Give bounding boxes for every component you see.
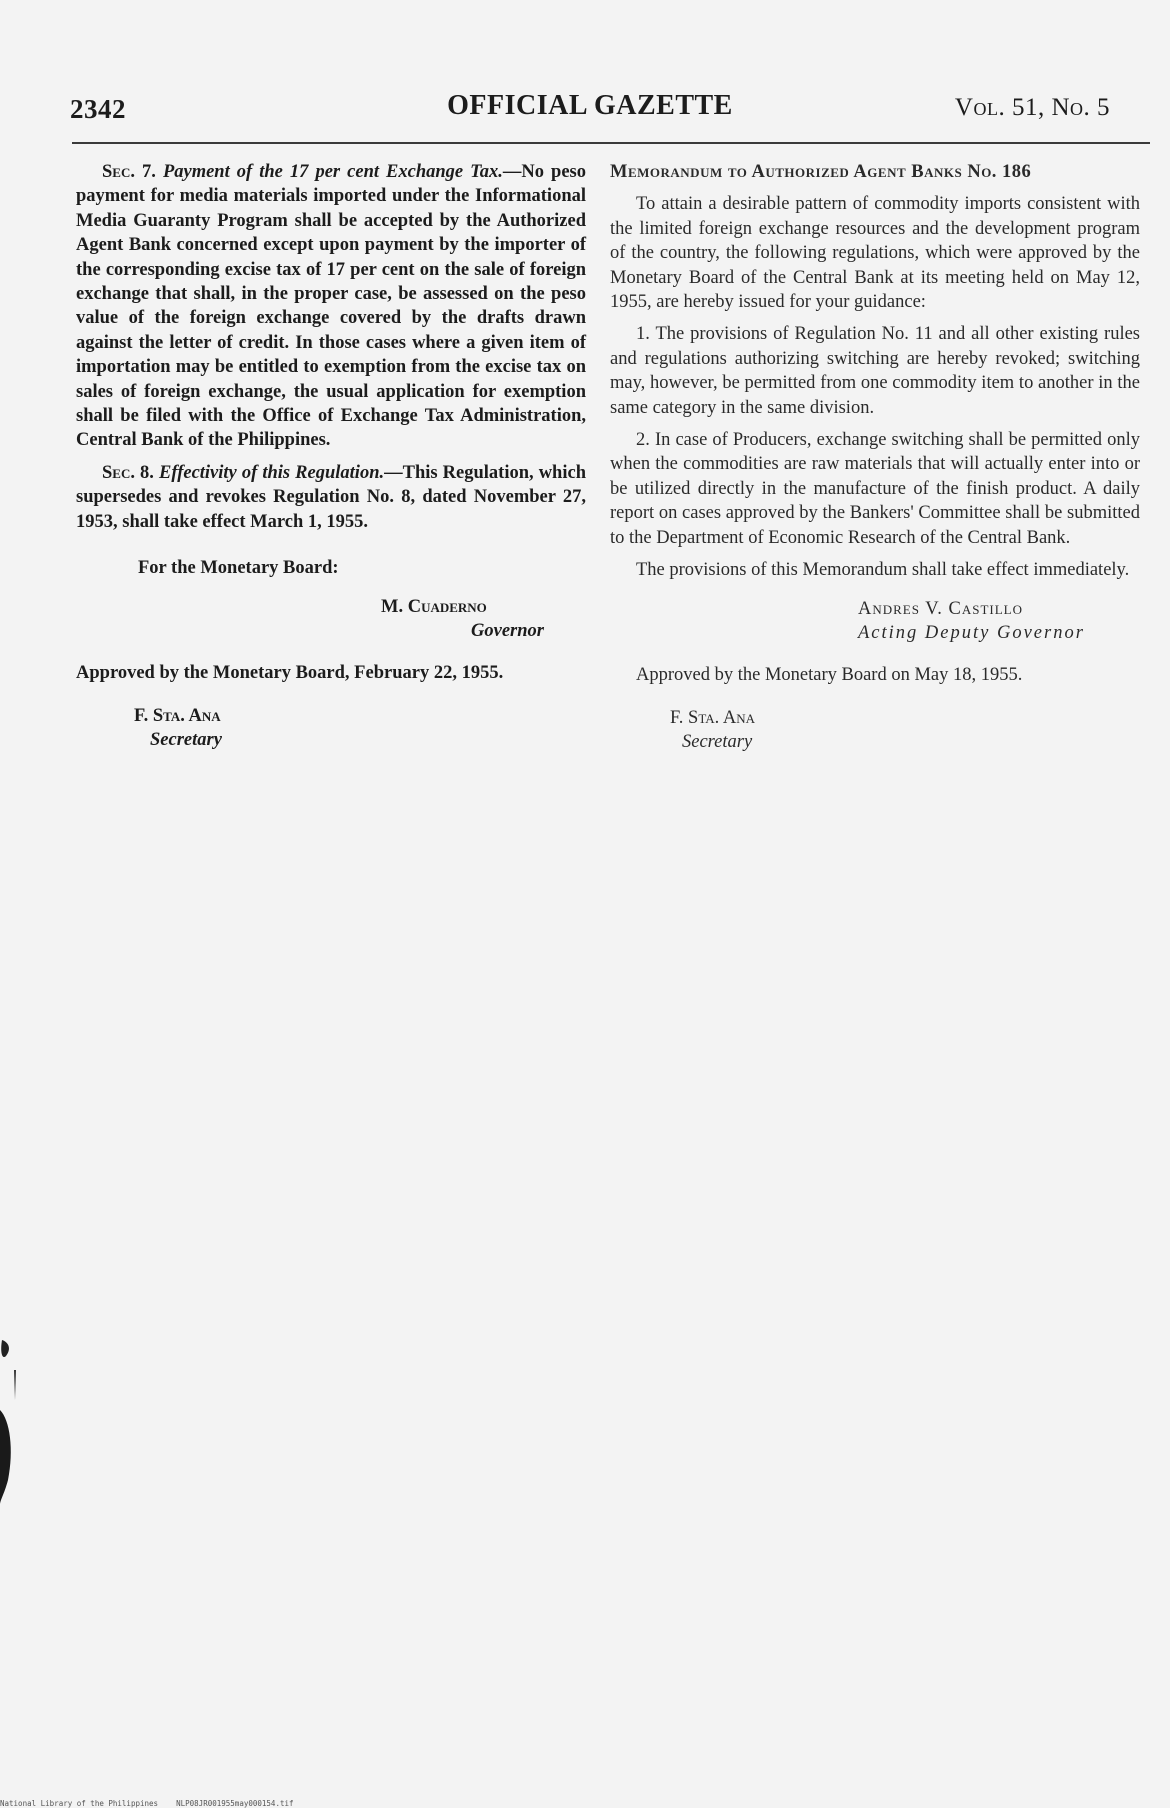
memorandum-closing: The provisions of this Memorandum shall take effect immediately. [636, 560, 1130, 581]
scan-edge-blot [0, 1330, 20, 1510]
section-8 [76, 461, 586, 534]
gazette-title: OFFICIAL GAZETTE [447, 90, 733, 121]
section-8-label: Sec. 8. [102, 462, 154, 483]
scan-footer: National Library of the Philippines NLP08JR001955may000154.tif [0, 1799, 294, 1808]
governor-title: Governor [471, 620, 544, 641]
approval-note-right: Approved by the Monetary Board on May 18, 1955. [636, 665, 1023, 686]
memorandum-title: Memorandum to Authorized Agent Banks No. 186 [610, 162, 1032, 182]
left-column [76, 160, 586, 753]
secretary-title-right: Secretary [682, 732, 753, 753]
section-8-body: —This Regulation, which supersedes and revokes Regulation No. 8, dated November 27, 1953, shall take effect March 1, 1955. [76, 462, 586, 532]
deputy-governor-signature [610, 597, 1140, 646]
memorandum-intro: To attain a desirable pattern of commodity imports consistent with the limited foreign exchange resources and the development program of the country, the following regulations, which were approved by the Monetary Board of the Central Bank at its meeting held on May 12, 1955, are hereby issued for your guidance: [610, 194, 1140, 313]
memorandum-item-1: 1. The provisions of Regulation No. 11 and all other existing rules and regulations authorizing switching are hereby revoked; switching may, however, be permitted from one commodity item to another in the same category in the same division. [610, 324, 1140, 418]
page-number: 2342 [70, 94, 126, 124]
for-monetary-board: For the Monetary Board: [138, 558, 339, 579]
governor-name: M. Cuaderno [381, 596, 487, 617]
secretary-name-right: F. Sta. Ana [670, 707, 755, 728]
secretary-name-left: F. Sta. Ana [134, 705, 221, 726]
section-8-heading: Effectivity of this Regulation. [159, 462, 385, 483]
section-7-label: Sec. 7. [102, 162, 156, 182]
secretary-signature-right [610, 706, 1140, 755]
governor-signature [76, 595, 586, 644]
memorandum-item-2: 2. In case of Producers, exchange switching shall be permitted only when the commodities are raw materials that will actually enter into or be utilized directly in the manufacture of the finish product. A daily report on cases approved by the Bankers' Committee shall be submitted to the Department of Economic Research of the Central Bank. [610, 430, 1140, 548]
section-7-body: —No peso payment for media materials imported under the Informational Media Guaranty Program shall be accepted by the Authorized Agent Bank concerned except upon payment by the importer of the corresponding excise tax of 17 per cent on the sale of foreign exchange that shall, in the proper case, be assessed on the peso value of the foreign exchange covered by the drafts drawn against the letter of credit. In those cases where a given item of importation may be entitled to exemption from the excise tax on sales of foreign exchange, the usual application for exemption shall be filed with the Office of Exchange Tax Administration, Central Bank of the Philippines. [76, 162, 587, 451]
section-7 [76, 160, 586, 453]
deputy-governor-title: Acting Deputy Governor [858, 622, 1085, 643]
secretary-title-left: Secretary [150, 730, 222, 751]
section-7-heading: Payment of the 17 per cent Exchange Tax. [162, 162, 503, 182]
deputy-governor-name: Andres V. Castillo [858, 598, 1023, 619]
right-column [610, 160, 1140, 755]
volume-number: Vol. 51, No. 5 [954, 94, 1110, 121]
secretary-signature-left [76, 704, 586, 753]
approval-note-left: Approved by the Monetary Board, February 22, 1955. [76, 663, 504, 684]
header-rule [72, 142, 1150, 144]
page-header [70, 90, 1110, 130]
